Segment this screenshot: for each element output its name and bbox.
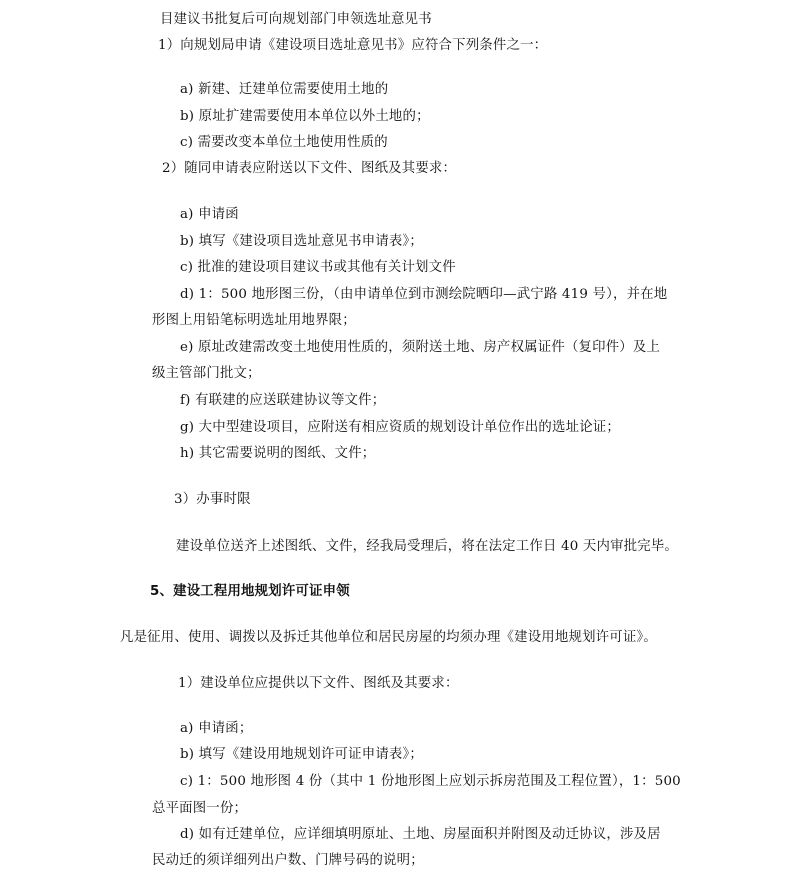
sec5-doc-d: d) 如有迁建单位，应详细填明原址、土地、房屋面积并附图及动迁协议，涉及居 <box>180 827 661 842</box>
doc-e-continued: 级主管部门批文； <box>152 366 261 381</box>
condition-a: a) 新建、迁建单位需要使用土地的 <box>180 82 389 97</box>
sec5-doc-c: c) 1：500 地形图 4 份（其中 1 份地形图上应划示拆房范围及工程位置），1：500 <box>180 774 681 789</box>
sec5-doc-d-continued: 民动迁的须详细列出户数、门牌号码的说明； <box>152 853 424 868</box>
doc-d-continued: 形图上用铅笔标明选址用地界限； <box>152 313 356 328</box>
continuation-line: 目建议书批复后可向规划部门申领选址意见书 <box>160 12 432 27</box>
sec5-doc-c-continued: 总平面图一份； <box>152 801 248 816</box>
section-5-intro: 凡是征用、使用、调拨以及拆迁其他单位和居民房屋的均须办理《建设用地规划许可证》。 <box>120 630 657 645</box>
sec4-item2-heading: 2）随同申请表应附送以下文件、图纸及其要求： <box>162 161 457 176</box>
doc-d: d) 1：500 地形图三份，（由申请单位到市测绘院晒印—武宁路 419 号），并在地 <box>180 287 668 302</box>
sec4-item1-heading: 1）向规划局申请《建设项目选址意见书》应符合下列条件之一： <box>158 38 548 53</box>
doc-c: c) 批准的建设项目建议书或其他有关计划文件 <box>180 260 456 275</box>
sec5-item1-heading: 1）建设单位应提供以下文件、图纸及其要求： <box>178 676 459 691</box>
doc-b: b) 填写《建设项目选址意见书申请表》； <box>180 234 423 249</box>
doc-e: e) 原址改建需改变土地使用性质的，须附送土地、房产权属证件（复印件）及上 <box>180 340 661 355</box>
section-5-title: 5、建设工程用地规划许可证申领 <box>150 584 350 599</box>
condition-c: c) 需要改变本单位土地使用性质的 <box>180 135 388 150</box>
time-limit-text: 建设单位送齐上述图纸、文件，经我局受理后，将在法定工作日 40 天内审批完毕。 <box>176 539 679 554</box>
doc-a: a) 申请函 <box>180 207 239 222</box>
doc-g: g) 大中型建设项目，应附送有相应资质的规划设计单位作出的选址论证； <box>180 420 620 435</box>
doc-h: h) 其它需要说明的图纸、文件； <box>180 446 376 461</box>
sec5-doc-a: a) 申请函； <box>180 721 253 736</box>
sec5-doc-b: b) 填写《建设用地规划许可证申请表》； <box>180 747 423 762</box>
condition-b: b) 原址扩建需要使用本单位以外土地的； <box>180 109 430 124</box>
doc-f: f) 有联建的应送联建协议等文件； <box>180 393 386 408</box>
sec4-item3-heading: 3）办事时限 <box>174 492 251 507</box>
